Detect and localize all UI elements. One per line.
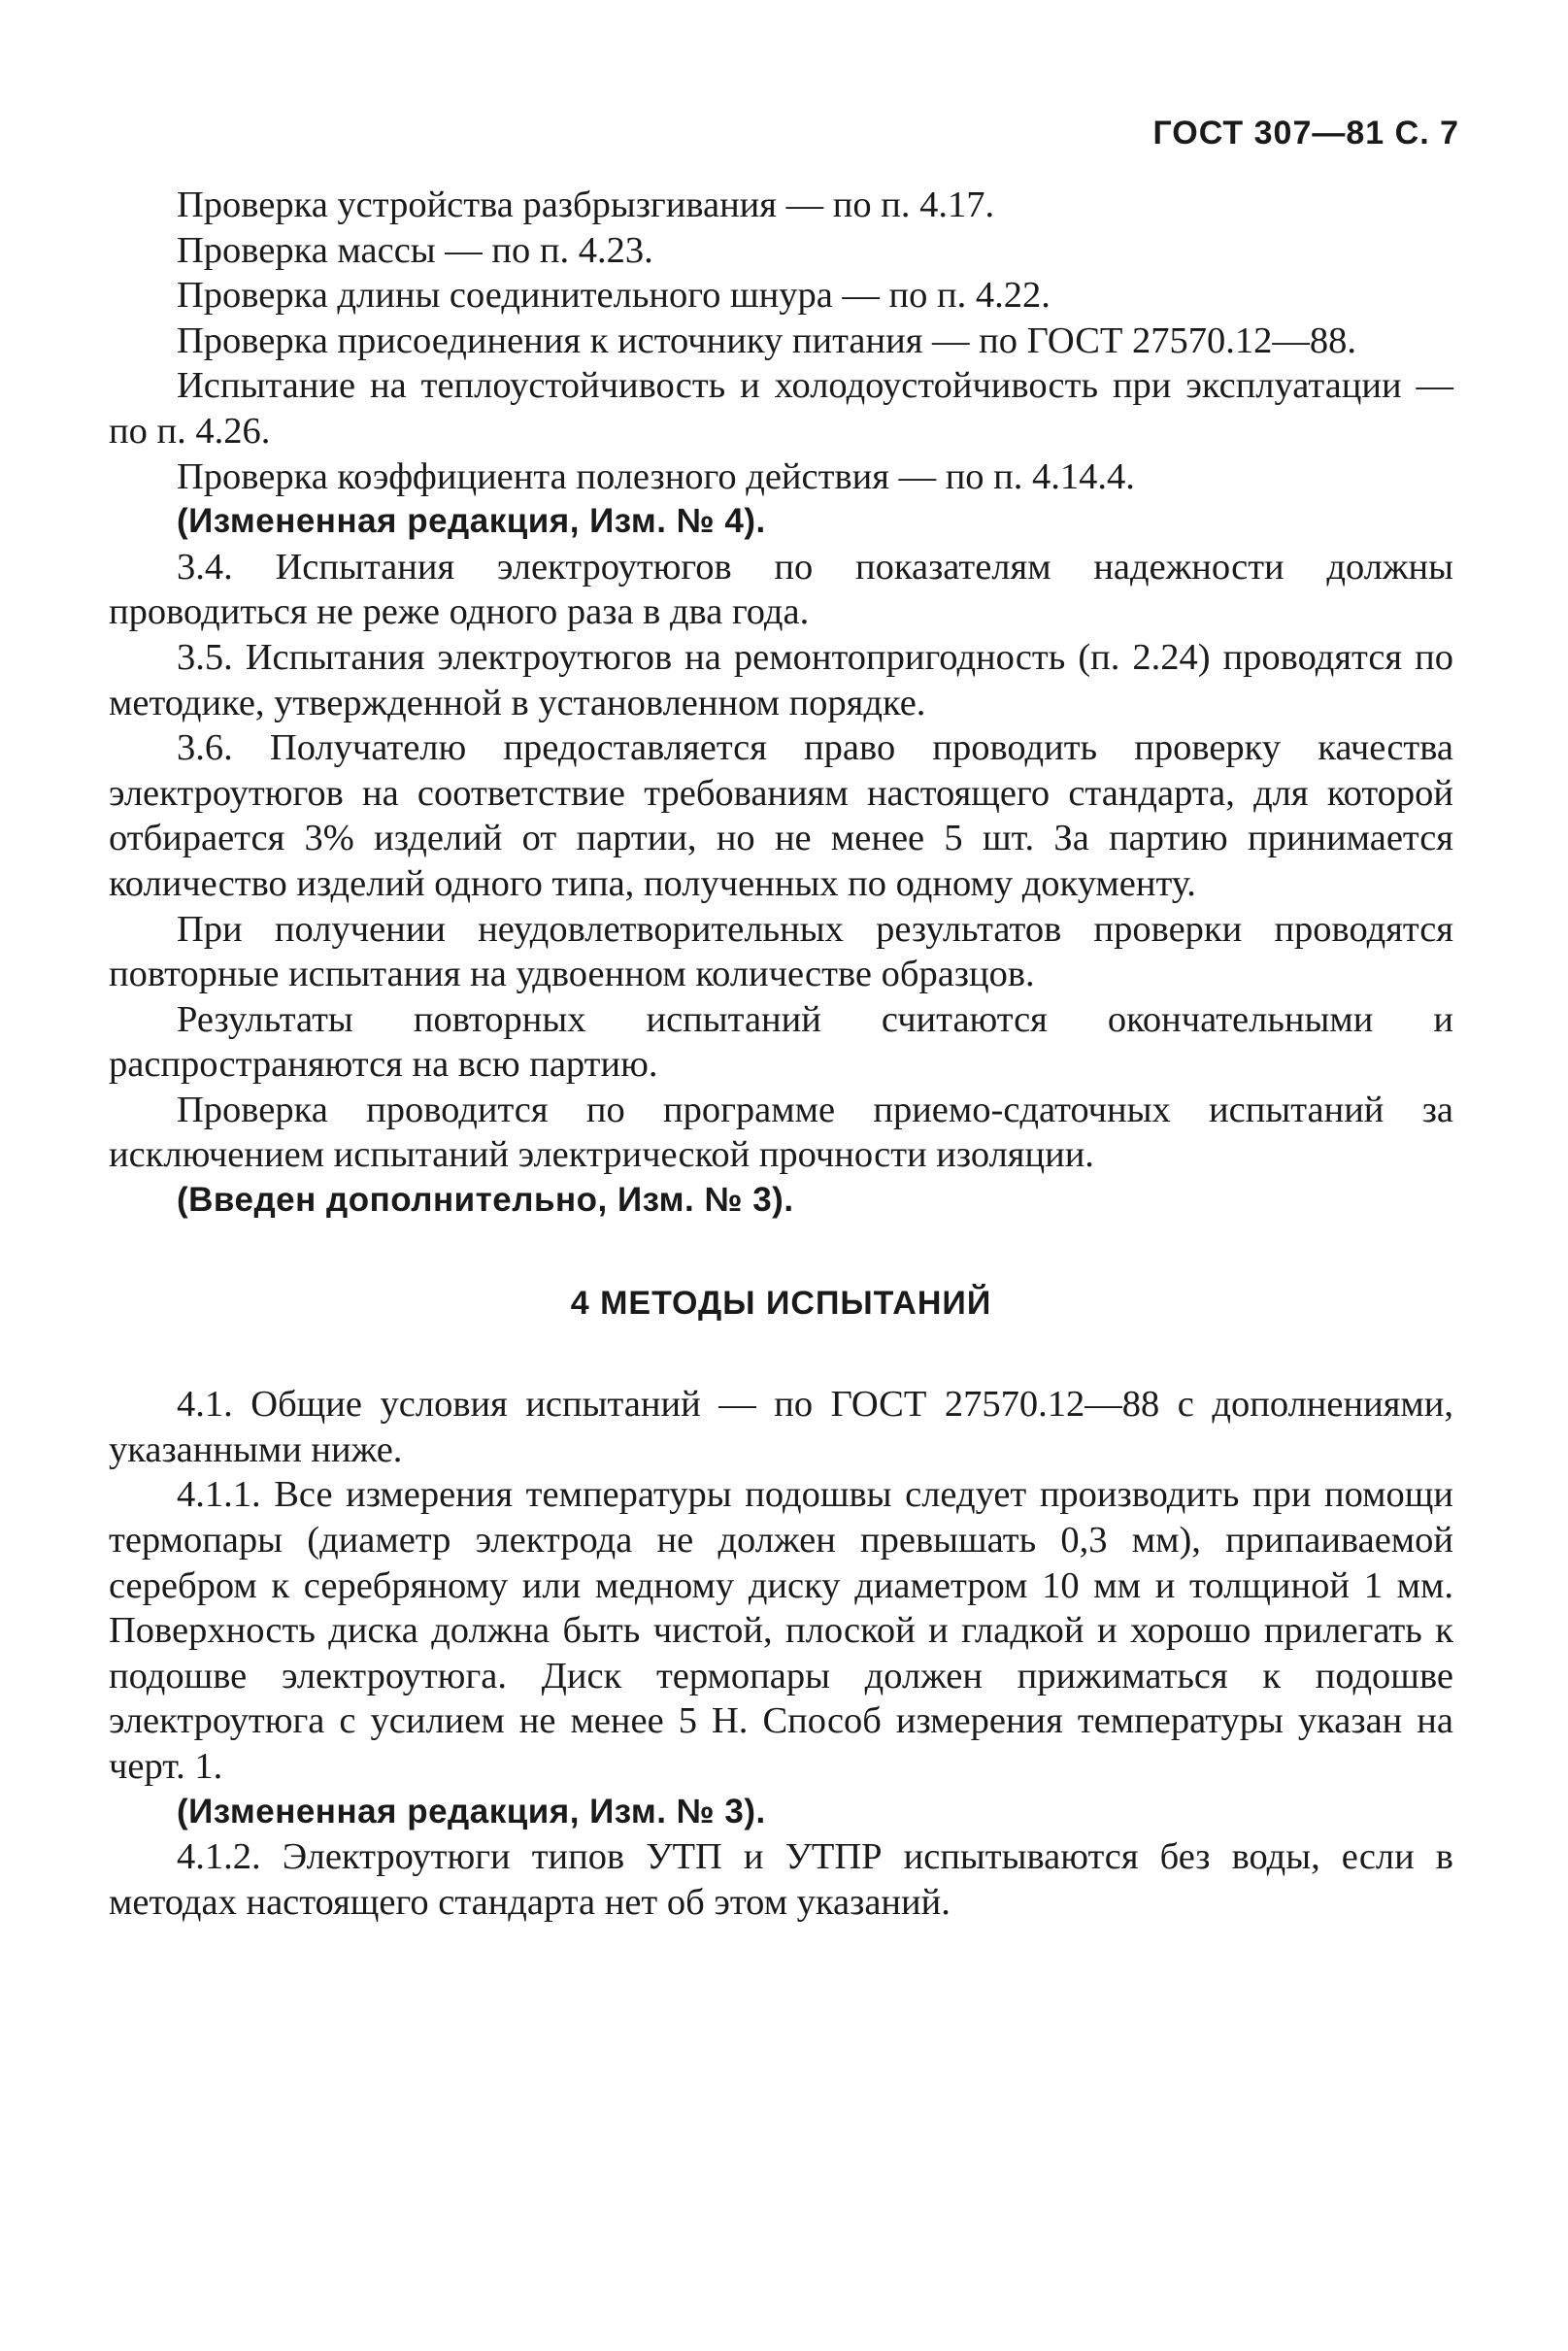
amendment-note: (Измененная редакция, Изм. № 4). — [177, 502, 766, 541]
paragraph: Проверка массы — по п. 4.23. — [177, 229, 653, 271]
paragraph-4-1-1: 4.1.1. Все измерения температуры подошвы следует производить при помощи термопары (диаметр электрода не должен превышать 0,3 мм), припаиваемой серебром к серебряному или медному диску диаметром 10 мм и толщиной 1 мм. Поверхность диска должна быть чистой, плоской и гладкой и хорошо прилегать к подошве электроутюга. Диск термопары должен прижиматься к подошве электроутюга с усилием не менее 5 Н. Способ измерения температуры указан на черт. 1. — [109, 1474, 1453, 1787]
paragraph: Проверка устройства разбрызгивания — по п. 4.17. — [177, 185, 995, 225]
paragraph-4-1-2: 4.1.2. Электроутюги типов УТП и УТПР испытываются без воды, если в методах настоящего стандарта нет об этом указаний. — [109, 1836, 1453, 1923]
paragraph-3-6: 3.6. Получателю предоставляется право проводить проверку качества электроутюгов на соответствие требованиям настоящего стандарта, для которой отбирается 3% изделий от партии, но не менее 5 шт. За партию принимается количество изделий одного типа, полученных по одному документу. — [109, 727, 1453, 904]
paragraph-4-1: 4.1. Общие условия испытаний — по ГОСТ 27570.12—88 с дополнениями, указанными ниже. — [109, 1384, 1453, 1470]
amendment-note: (Измененная редакция, Изм. № 3). — [177, 1792, 766, 1830]
paragraph: При получении неудовлетворительных результатов проверки проводятся повторные испытания на удвоенном количестве образцов. — [109, 908, 1453, 995]
paragraph: Проверка проводится по программе приемо-сдаточных испытаний за исключением испытаний электрической прочности изоляции. — [109, 1089, 1453, 1176]
paragraph: Испытание на теплоустойчивость и холодоустойчивость при эксплуатации — по п. 4.26. — [109, 365, 1453, 452]
amendment-note: (Введен дополнительно, Изм. № 3). — [177, 1181, 794, 1220]
page-body — [109, 183, 1453, 1925]
running-head: ГОСТ 307—81 С. 7 — [1152, 115, 1459, 151]
section-heading: 4 МЕТОДЫ ИСПЫТАНИЙ — [570, 1284, 992, 1322]
paragraph: Результаты повторных испытаний считаются окончательными и распространяются на всю партию. — [109, 998, 1453, 1086]
paragraph: Проверка длины соединительного шнура — по п. 4.22. — [177, 275, 1051, 317]
paragraph: Проверка присоединения к источнику питания — по ГОСТ 27570.12—88. — [177, 319, 1357, 361]
paragraph-3-4: 3.4. Испытания электроутюгов по показателям надежности должны проводиться не реже одного раза в два года. — [109, 546, 1453, 633]
paragraph-3-5: 3.5. Испытания электроутюгов на ремонтопригодность (п. 2.24) проводятся по методике, утвержденной в установленном порядке. — [109, 636, 1453, 723]
paragraph: Проверка коэффициента полезного действия — по п. 4.14.4. — [177, 455, 1135, 497]
